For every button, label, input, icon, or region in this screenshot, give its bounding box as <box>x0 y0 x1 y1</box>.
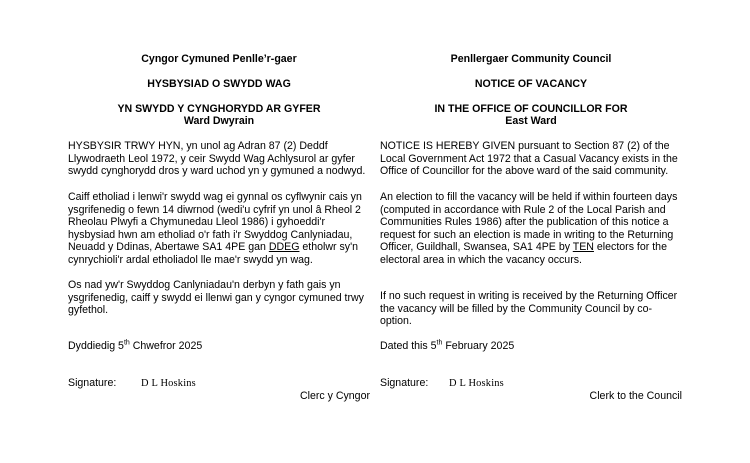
election-paragraph <box>380 191 682 267</box>
date-ordinal: th <box>436 339 443 347</box>
ward-name: East Ward <box>505 115 557 127</box>
elector-count: TEN <box>572 241 594 254</box>
date-line <box>380 340 682 353</box>
office-line: YN SWYDD Y CYNGHORYDD AR GYFER <box>117 103 321 115</box>
clerk-title: Clerc y Cyngor <box>299 390 370 402</box>
date-suffix: Chwefror 2025 <box>129 340 203 352</box>
date-prefix: Dated this 5 <box>380 340 437 352</box>
clerk-title: Clerk to the Council <box>589 390 682 402</box>
signature-label: Signature: <box>380 377 429 389</box>
signature-name: D L Hoskins <box>449 378 504 389</box>
date-ordinal: th <box>123 339 130 347</box>
election-text-end: electors for the electoral area in which the vacancy occurs. <box>380 241 667 266</box>
date-line <box>68 340 370 353</box>
notice-heading: NOTICE OF VACANCY <box>474 78 588 90</box>
notice-heading: HYSBYSIAD O SWYDD WAG <box>147 78 291 90</box>
ward-name: Ward Dwyrain <box>183 115 255 127</box>
election-text: Caiff etholiad i lenwi'r swydd wag ei gynnal os cyflwynir cais yn ysgrifenedig o fewn 14 diwrnod (wedi'u cyfrif yn unol â Rheol 2 Rheolau Plwyfi a Chymunedau Lleol 1986) i gyhoeddi'r hysbysiad hwn am etholiad o'r fath i'r Swyddog Canlyniadau, Neuadd y Ddinas, Abertawe SA1 4PE gan <box>68 191 362 254</box>
date-prefix: Dyddiedig 5 <box>68 340 124 352</box>
date-suffix: February 2025 <box>442 340 515 352</box>
signature-name: D L Hoskins <box>141 378 196 389</box>
office-line: IN THE OFFICE OF COUNCILLOR FOR <box>434 103 628 115</box>
signature-label: Signature: <box>68 377 117 389</box>
council-name: Penllergaer Community Council <box>450 53 612 65</box>
cooption-paragraph: Os nad yw'r Swyddog Canlyniadau'n derbyn y fath gais yn ysgrifenedig, caiff y swydd ei llenwi gan y cyngor cymuned trwy gyfethol. <box>68 279 364 317</box>
election-paragraph <box>68 191 370 267</box>
council-name: Cyngor Cymuned Penlle’r-gaer <box>141 53 297 65</box>
election-text-end: etholwr sy'n cynrychioli'r ardal etholiadol lle mae'r swydd yn wag. <box>68 241 358 266</box>
elector-count: DDEG <box>268 241 300 254</box>
notice-paragraph: HYSBYSIR TRWY HYN, yn unol ag Adran 87 (2) Deddf Llywodraeth Leol 1972, y ceir Swydd Wag Achlysurol ar gyfer swydd cynghorydd dros y ward uchod yn y gymuned a nodwyd. <box>68 140 366 178</box>
election-text: An election to fill the vacancy will be held if within fourteen days (computed in accordance with Rule 2 of the Local Parish and Communities Rules 1986) after the publication of this notice a request for such an election is made in writing to the Returning Officer, Guildhall, Swansea, SA1 4PE by <box>380 191 678 254</box>
cooption-paragraph: If no such request in writing is received by the Returning Officer the vacancy will be filled by the Community Council by co-option. <box>380 290 678 328</box>
notice-paragraph: NOTICE IS HEREBY GIVEN pursuant to Section 87 (2) of the Local Government Act 1972 that a Casual Vacancy exists in the Office of Councillor for the above ward of the said community. <box>380 140 678 178</box>
